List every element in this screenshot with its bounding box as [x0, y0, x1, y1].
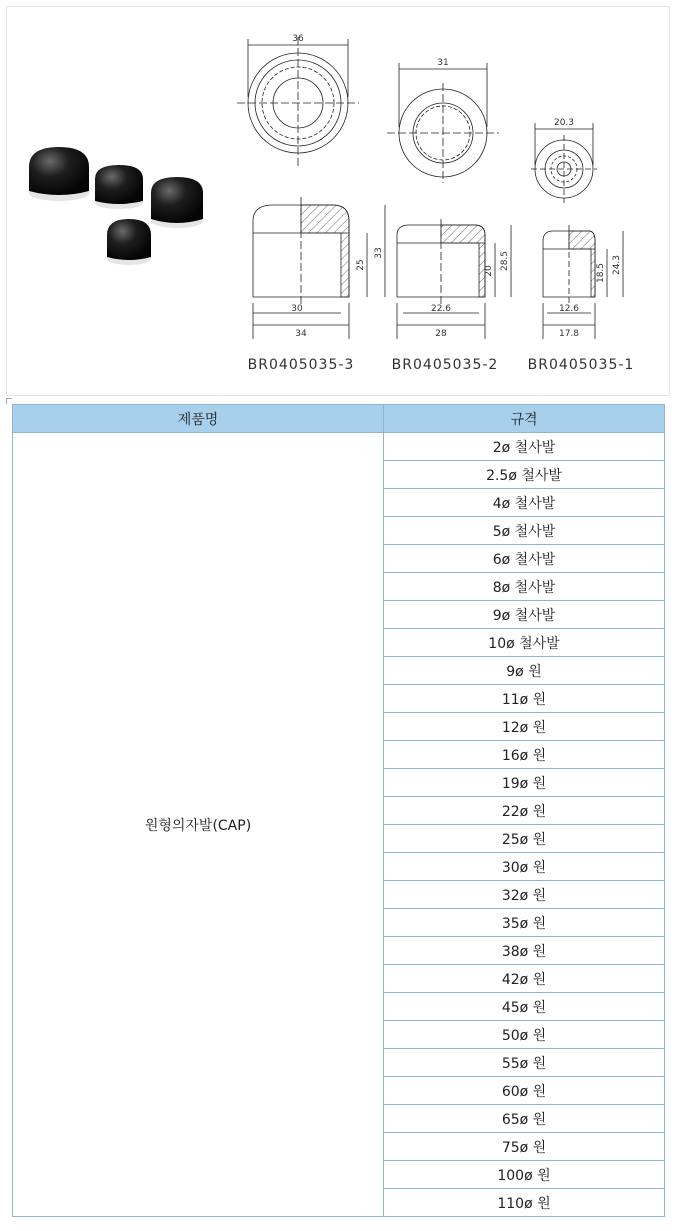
spec-cell: 35ø 원 [384, 909, 665, 937]
spec-cell: 50ø 원 [384, 1021, 665, 1049]
spec-cell: 10ø 철사발 [384, 629, 665, 657]
spec-cell: 55ø 원 [384, 1049, 665, 1077]
spec-table [12, 404, 665, 1217]
spec-cell: 45ø 원 [384, 993, 665, 1021]
spec-cell: 9ø 철사발 [384, 601, 665, 629]
header-product-name: 제품명 [13, 405, 384, 433]
technical-drawing [237, 7, 670, 396]
spec-cell: 8ø 철사발 [384, 573, 665, 601]
spec-cell: 19ø 원 [384, 769, 665, 797]
spec-cell: 30ø 원 [384, 853, 665, 881]
dim-d20-3: 20.3 [553, 118, 575, 128]
table-row [13, 433, 665, 461]
spec-cell: 32ø 원 [384, 881, 665, 909]
spec-cell: 110ø 원 [384, 1189, 665, 1217]
dim-w30: 30 [291, 304, 303, 314]
dim-h33: 33 [374, 247, 384, 259]
spec-cell: 4ø 철사발 [384, 489, 665, 517]
spec-cell: 22ø 원 [384, 797, 665, 825]
spec-cell: 2ø 철사발 [384, 433, 665, 461]
spec-cell: 12ø 원 [384, 713, 665, 741]
product-figure [6, 6, 670, 396]
spec-cell: 100ø 원 [384, 1161, 665, 1189]
product-name-cell: 원형의자발(CAP) [13, 433, 384, 1217]
spec-cell: 9ø 원 [384, 657, 665, 685]
dim-d31: 31 [437, 58, 449, 68]
product-photo [7, 7, 237, 396]
header-spec: 규격 [384, 405, 665, 433]
spec-cell: 6ø 철사발 [384, 545, 665, 573]
spec-cell: 2.5ø 철사발 [384, 461, 665, 489]
dim-w12-6: 12.6 [558, 304, 580, 314]
dim-w22-6: 22.6 [430, 304, 452, 314]
dim-w17-8: 17.8 [558, 329, 580, 339]
model-label-1: BR0405035-1 [527, 357, 635, 373]
spec-cell: 16ø 원 [384, 741, 665, 769]
spec-cell: 75ø 원 [384, 1133, 665, 1161]
dim-h24-3: 24.3 [612, 254, 622, 276]
table-header-row [13, 405, 665, 433]
spec-cell: 60ø 원 [384, 1077, 665, 1105]
model-label-3: BR0405035-3 [247, 357, 355, 373]
spec-cell: 5ø 철사발 [384, 517, 665, 545]
spec-cell: 65ø 원 [384, 1105, 665, 1133]
model-label-2: BR0405035-2 [391, 357, 499, 373]
spec-cell: 38ø 원 [384, 937, 665, 965]
dim-w28: 28 [435, 329, 447, 339]
table-body [13, 433, 665, 1217]
dim-h18-5: 18.5 [596, 262, 606, 284]
dim-h28-5: 28.5 [500, 250, 510, 272]
spec-cell: 25ø 원 [384, 825, 665, 853]
dim-d36: 36 [292, 34, 304, 44]
spec-cell: 42ø 원 [384, 965, 665, 993]
dim-h25: 25 [356, 259, 366, 271]
spec-cell: 11ø 원 [384, 685, 665, 713]
dim-w34: 34 [295, 329, 307, 339]
dim-h20: 20 [484, 265, 494, 277]
